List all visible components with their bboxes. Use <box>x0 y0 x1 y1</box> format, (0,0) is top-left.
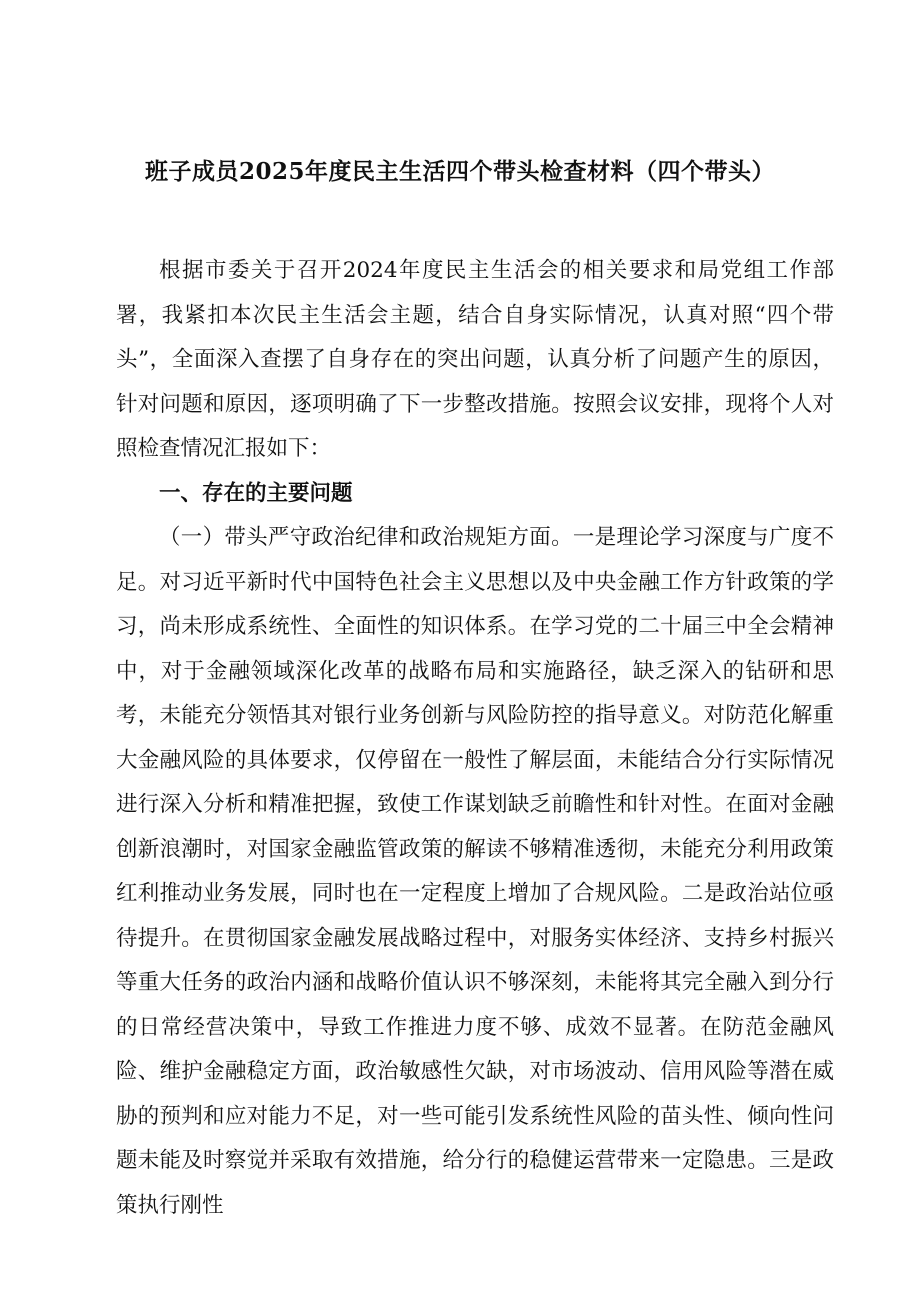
section-paragraph: （一）带头严守政治纪律和政治规矩方面。一是理论学习深度与广度不足。对习近平新时代中国特色社会主义思想以及中央金融工作方针政策的学习，尚未形成系统性、全面性的知识体系。在学习党的二十届三中全会精神中，对于金融领域深化改革的战略布局和实施路径，缺乏深入的钻研和思考，未能充分领悟其对银行业务创新与风险防控的指导意义。对防范化解重大金融风险的具体要求，仅停留在一般性了解层面，未能结合分行实际情况进行深入分析和精准把握，致使工作谋划缺乏前瞻性和针对性。在面对金融创新浪潮时，对国家金融监管政策的解读不够精准透彻，未能充分利用政策红利推动业务发展，同时也在一定程度上增加了合规风险。二是政治站位亟待提升。在贯彻国家金融发展战略过程中，对服务实体经济、支持乡村振兴等重大任务的政治内涵和战略价值认识不够深刻，未能将其完全融入到分行的日常经营决策中，导致工作推进力度不够、成效不显著。在防范金融风险、维护金融稳定方面，政治敏感性欠缺，对市场波动、信用风险等潜在威胁的预判和应对能力不足，对一些可能引发系统性风险的苗头性、倾向性问题未能及时察觉并采取有效措施，给分行的稳健运营带来一定隐患。三是政策执行刚性 <box>116 525 834 1218</box>
document-title: 班子成员2025年度民主生活四个带头检查材料（四个带头） <box>144 158 775 185</box>
intro-paragraph: 根据市委关于召开2024年度民主生活会的相关要求和局党组工作部署，我紧扣本次民主生活会主题，结合自身实际情况，认真对照“四个带头”，全面深入查摆了自身存在的突出问题，认真分析了问题产生的原因，针对问题和原因，逐项明确了下一步整改措施。按照会议安排，现将个人对照检查情况汇报如下： <box>116 258 834 461</box>
section-heading: 一、存在的主要问题 <box>159 480 353 506</box>
document-body <box>116 249 834 1228</box>
